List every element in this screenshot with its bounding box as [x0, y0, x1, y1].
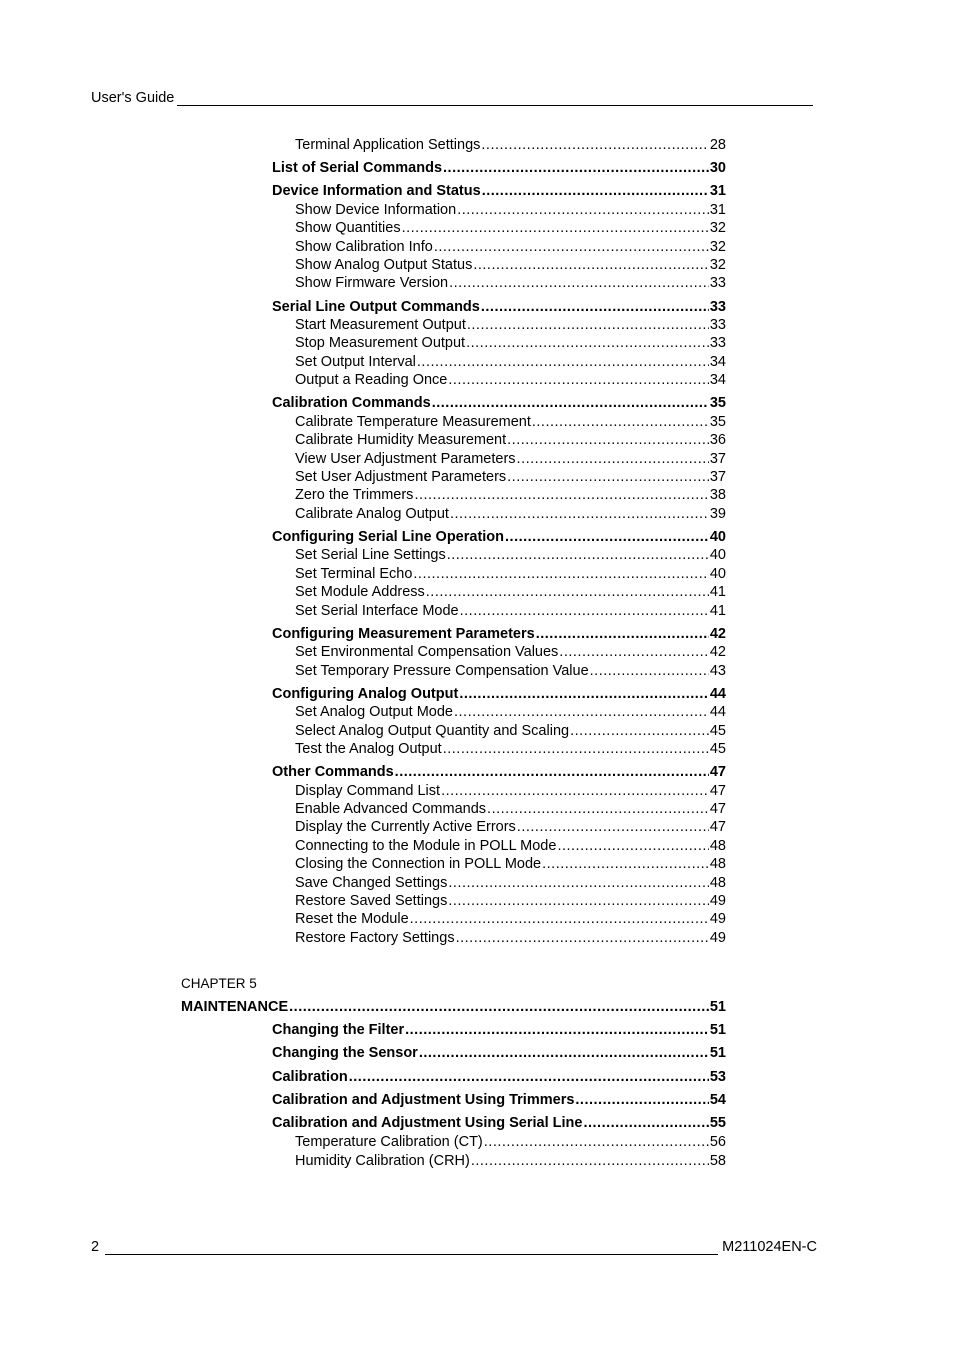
toc-leader-dots: [517, 451, 709, 468]
toc-entry-page: 33: [709, 335, 726, 352]
toc-entry-title: Connecting to the Module in POLL Mode: [295, 837, 557, 854]
toc-entry-page: 47: [709, 801, 726, 817]
toc-entry[interactable]: [295, 819, 726, 836]
toc-entry-page: 53: [709, 1068, 726, 1085]
toc-entry[interactable]: [295, 838, 726, 855]
toc-leader-dots: [448, 875, 709, 892]
toc-entry-page: 35: [709, 413, 726, 430]
toc-leader-dots: [481, 137, 708, 154]
toc-entry[interactable]: [295, 663, 726, 680]
toc-entry-page: 51: [709, 1022, 726, 1039]
toc-entry-page: 32: [709, 238, 726, 255]
toc-entry-title: Calibrate Temperature Measurement: [295, 413, 531, 430]
toc-entry[interactable]: [272, 395, 726, 412]
toc-entry[interactable]: [272, 626, 726, 643]
toc-entry[interactable]: [295, 335, 726, 352]
toc-entry-title: Serial Line Output Commands: [272, 298, 480, 315]
toc-entry-title: Output a Reading Once: [295, 372, 448, 389]
toc-entry-page: 33: [709, 298, 726, 315]
toc-entry-page: 32: [709, 220, 726, 237]
toc-entry-page: 48: [709, 837, 726, 854]
toc-entry[interactable]: [272, 183, 726, 200]
toc-entry-page: 58: [709, 1153, 726, 1169]
toc-entry-title: Start Measurement Output: [295, 317, 466, 333]
footer-doc-code: M211024EN-C: [722, 1239, 817, 1255]
toc-leader-dots: [473, 257, 709, 274]
toc-entry-title: Calibration and Adjustment Using Trimmers: [272, 1091, 575, 1108]
toc-entry-title: Calibrate Humidity Measurement: [295, 432, 507, 449]
toc-leader-dots: [467, 317, 709, 334]
toc-entry-page: 44: [709, 704, 726, 721]
toc-entry-page: 33: [709, 275, 726, 292]
toc-entry-page: 49: [709, 929, 726, 946]
toc-entry[interactable]: [295, 220, 726, 237]
toc-entry-title: Restore Saved Settings: [295, 893, 448, 909]
toc-entry-page: 55: [709, 1115, 726, 1131]
toc-entry-page: 51: [709, 999, 726, 1015]
toc-leader-dots: [507, 432, 709, 449]
toc-entry[interactable]: [295, 584, 726, 601]
toc-entry-title: Set Temporary Pressure Compensation Value: [295, 662, 589, 679]
toc-entry-title: List of Serial Commands: [272, 160, 443, 177]
toc-entry-page: 41: [709, 584, 726, 601]
toc-entry-title: Terminal Application Settings: [295, 137, 481, 153]
toc-entry-page: 48: [709, 874, 726, 891]
toc-entry[interactable]: [272, 299, 726, 316]
toc-entry-page: 40: [709, 565, 726, 582]
toc-entry[interactable]: [295, 451, 726, 468]
toc-leader-dots: [460, 603, 709, 620]
toc-entry-page: 48: [709, 856, 726, 873]
toc-entry-page: 54: [709, 1091, 726, 1108]
footer-page-number: 2: [91, 1239, 100, 1255]
toc-entry-title: Show Device Information: [295, 201, 457, 218]
toc-leader-dots: [450, 506, 709, 523]
toc-entry-title: Changing the Filter: [272, 1022, 405, 1039]
toc-entry-title: Humidity Calibration (CRH): [295, 1153, 470, 1169]
toc-leader-dots: [583, 1115, 708, 1132]
toc-entry[interactable]: [272, 1115, 726, 1132]
toc-entry-page: 44: [709, 685, 726, 702]
toc-leader-dots: [459, 686, 709, 703]
toc-leader-dots: [471, 1153, 709, 1170]
toc-leader-dots: [413, 566, 708, 583]
toc-entry[interactable]: [272, 529, 726, 546]
toc-leader-dots: [482, 183, 709, 200]
toc-entry-title: Restore Factory Settings: [295, 929, 455, 946]
toc-entry-page: 47: [709, 764, 726, 781]
toc-leader-dots: [532, 414, 709, 431]
toc-entry-title: Set Analog Output Mode: [295, 704, 453, 721]
toc-leader-dots: [414, 487, 708, 504]
toc-entry-title: Calibration Commands: [272, 395, 431, 412]
toc-entry[interactable]: [272, 160, 726, 177]
toc-entry-page: 42: [709, 644, 726, 661]
toc-entry-title: Set Serial Line Settings: [295, 547, 446, 564]
toc-entry-title: Zero the Trimmers: [295, 487, 414, 504]
toc-entry-page: 34: [709, 353, 726, 370]
toc-entry-page: 42: [709, 625, 726, 642]
toc-entry-title: View User Adjustment Parameters: [295, 450, 516, 467]
toc-entry-title: Save Changed Settings: [295, 874, 448, 891]
toc-entry[interactable]: [295, 202, 726, 219]
toc-entry-title: Select Analog Output Quantity and Scaling: [295, 722, 570, 739]
toc-entry-page: 33: [709, 317, 726, 333]
toc-entry[interactable]: [295, 741, 726, 758]
toc-leader-dots: [434, 239, 709, 256]
toc-entry[interactable]: [295, 783, 726, 800]
toc-entry[interactable]: [295, 432, 726, 449]
toc-entry-title: Display the Currently Active Errors: [295, 819, 516, 836]
header-title: User's Guide: [91, 90, 175, 106]
toc-entry-title: Show Calibration Info: [295, 238, 433, 255]
toc-entry[interactable]: [295, 469, 726, 486]
toc-leader-dots: [289, 999, 709, 1016]
toc-entry-title: Reset the Module: [295, 911, 409, 928]
toc-leader-dots: [559, 644, 709, 661]
toc-entry-page: 39: [709, 505, 726, 522]
toc-leader-dots: [457, 202, 709, 219]
toc-leader-dots: [466, 335, 709, 352]
toc-entry[interactable]: [295, 506, 726, 523]
toc-leader-dots: [505, 529, 709, 546]
toc-leader-dots: [448, 372, 709, 389]
toc-entry-page: 41: [709, 602, 726, 619]
toc-entry-page: 51: [709, 1045, 726, 1062]
toc-entry-page: 31: [709, 183, 726, 200]
toc-leader-dots: [432, 395, 709, 412]
toc-leader-dots: [481, 299, 709, 316]
toc-entry[interactable]: [272, 1069, 726, 1086]
toc-entry[interactable]: [295, 893, 726, 910]
toc-entry-title: Configuring Analog Output: [272, 685, 459, 702]
toc-entry[interactable]: [295, 1134, 726, 1151]
toc-entry-title: Other Commands: [272, 764, 394, 781]
toc-entry-page: 32: [709, 257, 726, 273]
toc-entry-title: Show Quantities: [295, 220, 401, 237]
toc-entry-page: 47: [709, 782, 726, 799]
toc-entry-title: Set Output Interval: [295, 353, 416, 370]
toc-entry[interactable]: [295, 547, 726, 564]
toc-entry-title: Test the Analog Output: [295, 741, 442, 757]
toc-leader-dots: [419, 1045, 709, 1062]
toc-leader-dots: [507, 469, 709, 486]
header-rule: [177, 91, 813, 106]
toc-entry-page: 40: [709, 547, 726, 564]
toc-entry-title: Set Module Address: [295, 584, 425, 601]
toc-leader-dots: [417, 354, 709, 371]
toc-entry-title: Set Environmental Compensation Values: [295, 644, 559, 661]
toc-entry[interactable]: [295, 801, 726, 818]
toc-entry[interactable]: [295, 487, 726, 504]
toc-leader-dots: [487, 801, 709, 818]
toc-entry-page: 34: [709, 372, 726, 389]
toc-entry[interactable]: [295, 239, 726, 256]
toc-entry-page: 49: [709, 893, 726, 909]
toc-entry-title: Set Serial Interface Mode: [295, 602, 459, 619]
page-footer: [91, 1239, 817, 1255]
toc-leader-dots: [484, 1134, 709, 1151]
toc-entry[interactable]: [295, 257, 726, 274]
toc-entry[interactable]: [295, 930, 726, 947]
toc-entry-page: 38: [709, 487, 726, 504]
toc-entry-page: 43: [709, 662, 726, 679]
toc-entry-title: Enable Advanced Commands: [295, 801, 487, 817]
chapter-label: CHAPTER 5: [181, 976, 257, 991]
toc-leader-dots: [449, 275, 709, 292]
toc-leader-dots: [454, 704, 709, 721]
toc-leader-dots: [557, 838, 708, 855]
toc-entry-page: 49: [709, 911, 726, 928]
toc-entry-title: Closing the Connection in POLL Mode: [295, 856, 542, 873]
toc-entry-page: 45: [709, 741, 726, 757]
toc-entry-title: Temperature Calibration (CT): [295, 1134, 483, 1150]
toc-entry-title: Set Terminal Echo: [295, 565, 413, 582]
toc-entry-page: 37: [709, 469, 726, 485]
toc-entry[interactable]: [272, 1022, 726, 1039]
toc-entry-title: Stop Measurement Output: [295, 335, 466, 352]
toc-entry[interactable]: [272, 686, 726, 703]
toc-leader-dots: [395, 764, 709, 781]
toc-leader-dots: [402, 220, 709, 237]
toc-entry-page: 30: [709, 160, 726, 177]
toc-entry[interactable]: [272, 764, 726, 781]
toc-entry-title: Device Information and Status: [272, 183, 481, 200]
toc-entry[interactable]: [295, 1153, 726, 1170]
toc-leader-dots: [542, 856, 709, 873]
toc-entry-page: 56: [709, 1134, 726, 1150]
toc-entry[interactable]: [272, 1045, 726, 1062]
toc-entry-title: Show Firmware Version: [295, 275, 449, 292]
toc-leader-dots: [447, 547, 709, 564]
toc-entry-title: Show Analog Output Status: [295, 257, 473, 273]
toc-entry[interactable]: [295, 704, 726, 721]
toc-entry[interactable]: [295, 723, 726, 740]
toc-leader-dots: [448, 893, 709, 910]
toc-entry[interactable]: [295, 856, 726, 873]
page-header: [91, 90, 813, 106]
toc-entry[interactable]: [295, 603, 726, 620]
toc-entry[interactable]: [295, 566, 726, 583]
toc-entry-page: 37: [709, 450, 726, 467]
toc-entry-page: 36: [709, 432, 726, 449]
toc-entry-page: 47: [709, 819, 726, 836]
toc-leader-dots: [575, 1092, 708, 1109]
toc-leader-dots: [443, 160, 709, 177]
toc-entry-title: Configuring Serial Line Operation: [272, 529, 505, 545]
toc-entry[interactable]: [295, 875, 726, 892]
toc-entry[interactable]: [181, 999, 726, 1016]
toc-entry[interactable]: [295, 372, 726, 389]
toc-leader-dots: [405, 1022, 709, 1039]
toc-entry[interactable]: [295, 275, 726, 292]
toc-leader-dots: [410, 911, 709, 928]
toc-leader-dots: [590, 663, 709, 680]
toc-entry[interactable]: [295, 644, 726, 661]
toc-leader-dots: [426, 584, 709, 601]
toc-leader-dots: [443, 741, 709, 758]
toc-entry-title: Changing the Sensor: [272, 1045, 418, 1062]
toc-entry-title: Calibrate Analog Output: [295, 505, 449, 522]
toc-entry-page: 40: [709, 529, 726, 545]
toc-entry[interactable]: [295, 414, 726, 431]
toc-entry[interactable]: [295, 354, 726, 371]
toc-entry-title: Configuring Measurement Parameters: [272, 625, 535, 642]
toc-entry[interactable]: [295, 137, 726, 154]
toc-leader-dots: [441, 783, 709, 800]
footer-rule: [105, 1240, 718, 1255]
toc-entry[interactable]: [295, 911, 726, 928]
toc-entry-title: Calibration: [272, 1068, 348, 1085]
toc-entry-title: Set User Adjustment Parameters: [295, 469, 507, 485]
toc-entry-page: 31: [709, 201, 726, 218]
toc-leader-dots: [517, 819, 709, 836]
toc-entry-title: Calibration and Adjustment Using Serial Line: [272, 1115, 583, 1131]
toc-entry[interactable]: [295, 317, 726, 334]
toc-entry-page: 28: [709, 137, 726, 153]
toc-entry-page: 35: [709, 395, 726, 412]
toc-entry-title: MAINTENANCE: [181, 999, 289, 1015]
toc-entry-page: 45: [709, 722, 726, 739]
toc-leader-dots: [570, 723, 709, 740]
toc-entry[interactable]: [272, 1092, 726, 1109]
toc-leader-dots: [349, 1069, 709, 1086]
toc-leader-dots: [456, 930, 709, 947]
toc-entry-title: Display Command List: [295, 782, 441, 799]
toc-leader-dots: [536, 626, 709, 643]
